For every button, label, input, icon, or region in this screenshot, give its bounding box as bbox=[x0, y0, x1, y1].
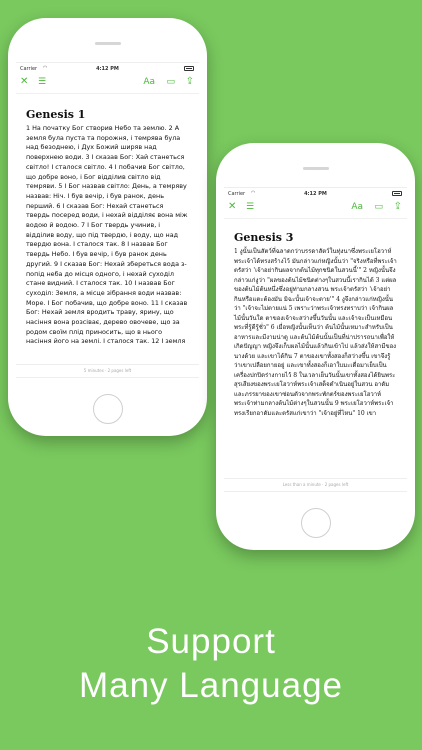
status-bar bbox=[16, 63, 199, 73]
status-time: 4:12 PM bbox=[96, 66, 119, 72]
comment-icon[interactable]: ▭ bbox=[166, 77, 175, 87]
speaker-grille bbox=[95, 42, 121, 45]
chapter-title: Genesis 3 bbox=[234, 231, 294, 244]
reader-toolbar bbox=[224, 198, 407, 219]
battery-icon bbox=[392, 191, 402, 196]
reading-progress: 5 minutes · 2 pages left bbox=[16, 364, 199, 377]
reader-screen bbox=[16, 62, 199, 378]
share-icon[interactable]: ⇪ bbox=[393, 201, 402, 212]
home-button bbox=[93, 394, 123, 424]
wifi-icon: ◠ bbox=[43, 65, 48, 71]
wifi-icon: ◠ bbox=[251, 190, 256, 196]
passage-text: 1 งูนั้นเป็นสัตว์ที่ฉลาดกว่าบรรดาสัตว์ในทุ่งนาซึ่งพระเยโฮวาห์พระเจ้าได้ทรงสร้างไว้ มันกล่าวแก่หญิงนั้นว่า "จริงหรือที่พระเจ้าตรัสว่า 'เจ้าอย่ากินผลจากต้นไม้ทุกชนิดในสวนนี้'" 2 หญิงนั้นจึงกล่าวแก่งูว่า "ผลของต้นไม้ชนิดต่างๆในสวนนี้เรากินได้ 3 แต่ผลของต้นไม้ต้นหนึ่งซึ่งอยู่ท่ามกลางสวน พระเจ้าตรัสว่า 'เจ้าอย่ากินหรือแตะต้องมัน มิฉะนั้นเจ้าจะตาย'" 4 งูจึงกล่าวแก่หญิงนั้นว่า "เจ้าจะไม่ตายแน่ 5 เพราะว่าพระเจ้าทรงทราบว่า เจ้ากินผลไม้นั้นวันใด ตาของเจ้าจะสว่างขึ้นวันนั้น และเจ้าจะเป็นเหมือนพระที่รู้ดีรู้ชั่ว" 6 เมื่อหญิงนั้นเห็นว่า ต้นไม้นั้นเหมาะสำหรับเป็นอาหารและมีงามน่าดู และต้นไม้ต้นนั้นเป็นที่น่าปรารถนาเพื่อให้เกิดปัญญา หญิงจึงเก็บผลไม้นั้นแล้วกินเข้าไป แล้วส่งให้สามีของนางด้วย และเขาได้กิน 7 ตาของเขาทั้งสองก็สว่างขึ้น เขาจึงรู้ว่าเขาเปลือยกายอยู่ และเขาทั้งสองก็เอาใบมะเดื่อมาเย็บเป็นเครื่องปกปิดร่างกายไว้ 8 ในเวลาเย็นวันนั้นเขาทั้งสองได้ยินพระสุรเสียงของพระเยโฮวาห์พระเจ้าเสด็จดำเนินอยู่ในสวน อาดัมและภรรยาของเขาซ่อนตัวจากพระพักตร์ของพระเยโฮวาห์พระเจ้าท่ามกลางต้นไม้ต่างๆในสวนนั้น 9 พระเยโฮวาห์พระเจ้าทรงเรียกอาดัมและตรัสแก่เขาว่า "เจ้าอยู่ที่ไหน" 10 เขา bbox=[234, 248, 397, 417]
font-size-button[interactable]: Aa bbox=[351, 202, 363, 212]
comment-icon[interactable]: ▭ bbox=[374, 202, 383, 212]
passage-text: 1 На початку Бог створив Небо та землю. 2 А земля була пуста та порожня, і темрява була над безоднею, і Дух Божий ширяв над поверхнею води. 3 І сказав Бог: Хай станеться світло! І сталося світло. 4 І побачив Бог світло, що добре воно, і Бог відділив світло від темряви. 5 І Бог назвав світло: День, а темряву назвав: Ніч. І був вечір, і був ранок, день перший. 6 І сказав Бог: Нехай станеться твердь посеред води, і нехай відділяє вона між водою й водою. 7 І Бог твердь учинив, і відділив воду, що під твердю, і воду, що над твердю вона. І сталося так. 8 І назвав Бог твердь Небо. І був вечір, і був ранок день другий. 9 І сказав Бог: Нехай збереться вода з-попід неба до місця одного, і нехай суходіл стане видний. І сталося так. 10 І назвав Бог суходіл: Земля, а місце зібрання води назвав: Море. І Бог побачив, що добре воно. 11 І сказав Бог: Нехай земля вродить траву, ярину, що насіння вона розсіває, дерево овочеве, що за родом своїм плід приносить, що в нього насіння його на землі. І сталося так. 12 І земля bbox=[26, 124, 188, 346]
reader-toolbar bbox=[16, 73, 199, 94]
tagline-line-2: Many Language bbox=[78, 666, 344, 705]
list-icon[interactable]: ☰ bbox=[38, 77, 47, 87]
home-button bbox=[301, 508, 331, 538]
phone-mockup-front bbox=[216, 143, 415, 550]
battery-icon bbox=[184, 66, 194, 71]
phone-mockup-back bbox=[8, 18, 207, 436]
reader-content bbox=[224, 219, 407, 418]
close-icon[interactable]: ✕ bbox=[20, 76, 29, 87]
status-time: 4:12 PM bbox=[304, 191, 327, 197]
speaker-grille bbox=[303, 167, 329, 170]
list-icon[interactable]: ☰ bbox=[246, 202, 255, 212]
tagline-line-1: Support bbox=[146, 622, 276, 661]
font-size-button[interactable]: Aa bbox=[143, 77, 155, 87]
chapter-title: Genesis 1 bbox=[26, 108, 86, 121]
share-icon[interactable]: ⇪ bbox=[185, 76, 194, 87]
carrier-label: Carrier bbox=[20, 66, 38, 72]
reader-content bbox=[16, 94, 199, 347]
carrier-label: Carrier bbox=[228, 191, 246, 197]
reader-screen bbox=[224, 187, 407, 492]
close-icon[interactable]: ✕ bbox=[228, 201, 237, 212]
status-bar bbox=[224, 188, 407, 198]
reading-progress: Less than a minute · 2 pages left bbox=[224, 478, 407, 491]
